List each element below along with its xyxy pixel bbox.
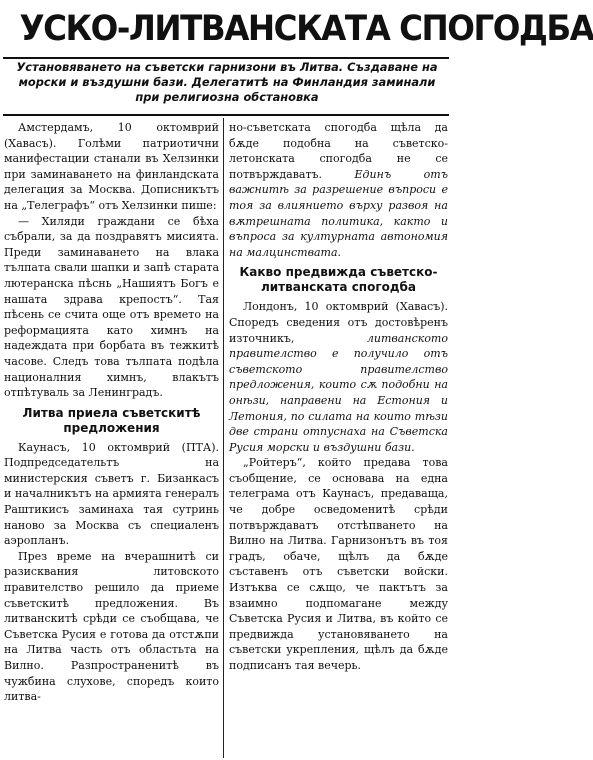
article-column-right — [229, 120, 448, 756]
paragraph: — Хиляди граждани се бѣха събрали, за да поздравятъ мисията. Преди заминаването на влака тълпата свали шапки и запѣ старата лютеранска пѣснь „Нашиятъ Богъ е нашата здрава крепостъ“. Тая пѣсень се счита още отъ времето на реформацията като химнъ на надеждата при борбата въ тежкитѣ часове. Следъ това тълпата подѣла националния химнъ, влакътъ отпѣтуваль за Ленинградъ. — [4, 214, 219, 400]
paragraph — [229, 120, 448, 260]
paragraph-text: Лондонъ, 10 октомврий (Хавасъ). Споредъ сведения отъ достовѣренъ източникъ, — [229, 300, 448, 345]
subhead-rule — [3, 114, 449, 116]
headline: УСКО-ЛИТВАНСКАТА СПОГОДБА — [19, 9, 593, 49]
italic-text: литванското правителство е получило отъ съветското правителство предложения, които сѫ подобни на онѣзи, направени на Естония и Летония, по силата на които тѣзи две страни отпуснаха на Съветска Русия морски и въздушни бази. — [229, 331, 448, 454]
subheadline: Установяването на съветски гарнизони въ Литва. Създаване на морски и въздушни бази. Делегатитѣ на Финландия заминали при религиозна обстановка — [16, 60, 438, 104]
section-heading: Какво предвижда съветско-литванската спогодба — [239, 265, 438, 295]
paragraph: „Ройтеръ“, който предава това съобщение, се основава на една телеграма отъ Каунасъ, предаваща, че добре осведоменитѣ срѣди потвърждаватъ отстѣпването на Вилно на Литва. Гарнизонътъ въ тоя градъ, обаче, щѣлъ да бѫде съставенъ отъ съветски войски. Изтъква се сѫщо, че пактътъ за взаимно подпомагане между Съветска Русия и Литва, въ който се предвижда установяването на съветски укрепления, щѣлъ да бѫде подписанъ тая вечерь. — [229, 456, 448, 672]
headline-rule — [3, 57, 449, 59]
paragraph: През време на вчерашнитѣ си разисквания литовското правителство решило да приеме съветскитѣ предложения. Въ литванскитѣ срѣди се съобщава, че Съветска Русия е готова да отстѫпи на Литва часть отъ областьта на Вилно. Разпространенитѣ въ чужбина слухове, споредъ които литва- — [4, 549, 219, 704]
paragraph-text: но-съветската спогодба щѣла да бѫде подобна на съветско-летонската спогодба не се потвърждаватъ. — [229, 121, 448, 181]
section-heading: Литва приела съветскитѣ предложения — [22, 405, 201, 435]
column-divider — [223, 118, 224, 758]
paragraph: Амстердамъ, 10 октомврий (Хавасъ). Голѣми патриотични манифестации станали въ Хелзинки при заминаването на финландската делегация за Москва. Дописникътъ на „Телеграфъ“ отъ Хелзинки пише: — [4, 121, 219, 212]
article-column-left — [4, 120, 219, 756]
italic-text: Единъ отъ важнитѣ за разрешение въпроси е тоя за влиянието върху развоя на вѫтрешната политика, както и въпроса за културната автономия на малцинствата. — [229, 167, 449, 259]
paragraph — [229, 299, 448, 455]
paragraph: Каунасъ, 10 октомврий (ПТА). Подпредседательтъ на министерския съветъ г. Бизанкасъ и началникътъ на армията генералъ Раштикисъ заминаха тая сутринь наново за Москва съ специаленъ аэропланъ. — [4, 440, 219, 548]
